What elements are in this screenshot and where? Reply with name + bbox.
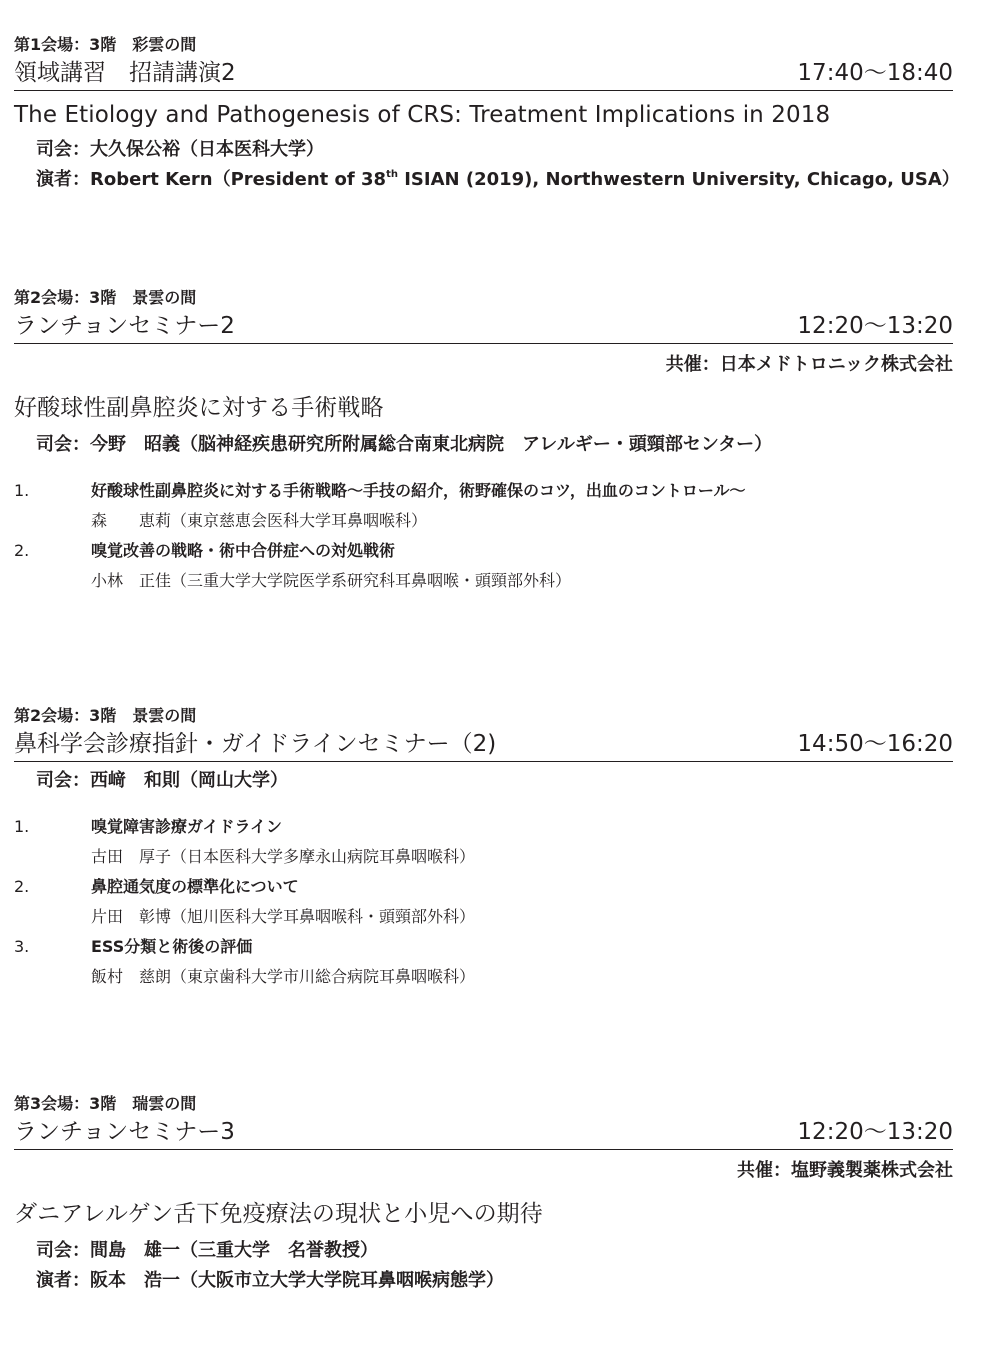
session-1 (14, 34, 960, 195)
venue-label: 第1会場：3階 彩雲の間 (14, 35, 197, 54)
item-title: 好酸球性副鼻腔炎に対する手術戦略～手技の紹介，術野確保のコツ，出血のコントロール～ (91, 481, 746, 500)
list-item (14, 872, 953, 932)
item-title: 鼻腔通気度の標準化について (91, 877, 299, 896)
ordinal-suffix: th (386, 169, 398, 180)
sponsor-line: 共催：日本メドトロニック株式会社 (665, 354, 953, 375)
list-item (14, 536, 953, 596)
item-speaker: 森 恵莉（東京慈恵会医科大学耳鼻咽喉科） (91, 511, 428, 530)
venue-label: 第2会場：3階 景雲の間 (14, 706, 197, 725)
session-time: 14:50～16:20 (797, 731, 953, 757)
list-item (14, 476, 953, 536)
list-item (14, 932, 953, 992)
speaker-line (36, 165, 960, 195)
list-item (14, 812, 953, 872)
session-header (14, 309, 953, 344)
item-number: 2. (14, 541, 30, 560)
item-speaker: 古田 厚子（日本医科大学多摩永山病院耳鼻咽喉科） (91, 847, 476, 866)
item-number: 2. (14, 877, 30, 896)
chair-line: 司会：間島 雄一（三重大学 名誉教授） (36, 1240, 378, 1261)
session-header (14, 56, 953, 91)
session-2 (14, 287, 953, 596)
session-title: ランチョンセミナー2 (14, 313, 235, 339)
item-number: 1. (14, 817, 30, 836)
item-number: 3. (14, 937, 30, 956)
session-title: 鼻科学会診療指針・ガイドラインセミナー（2) (14, 731, 497, 757)
session-time: 12:20～13:20 (797, 313, 953, 339)
speaker-prefix: 演者：Robert Kern（President of 38 (36, 169, 387, 190)
session-header (14, 1115, 953, 1150)
talk-title: ダニアレルゲン舌下免疫療法の現状と小児への期待 (14, 1201, 543, 1227)
session-title: ランチョンセミナー3 (14, 1119, 235, 1145)
venue-label: 第3会場：3階 瑞雲の間 (14, 1094, 197, 1113)
session-title: 領域講習 招請講演2 (14, 60, 236, 86)
speaker-line: 演者：阪本 浩一（大阪市立大学大学院耳鼻咽喉病態学） (36, 1270, 504, 1291)
venue-label: 第2会場：3階 景雲の間 (14, 288, 197, 307)
item-speaker: 片田 彰博（旭川医科大学耳鼻咽喉科・頭頸部外科） (91, 907, 476, 926)
chair-line: 司会：今野 昭義（脳神経疾患研究所附属総合南東北病院 アレルギー・頭頸部センター） (36, 434, 773, 455)
presentation-list (14, 812, 953, 992)
talk-title: 好酸球性副鼻腔炎に対する手術戦略 (14, 395, 384, 421)
item-number: 1. (14, 481, 30, 500)
session-time: 17:40～18:40 (797, 60, 953, 86)
chair-line: 司会：西﨑 和則（岡山大学） (36, 770, 288, 791)
item-title: 嗅覚障害診療ガイドライン (91, 817, 283, 836)
item-speaker: 小林 正佳（三重大学大学院医学系研究科耳鼻咽喉・頭頸部外科） (91, 571, 572, 590)
session-3 (14, 705, 953, 992)
talk-title: The Etiology and Pathogenesis of CRS: Treatment Implications in 2018 (14, 102, 831, 128)
chair-line: 司会：大久保公裕（日本医科大学） (36, 139, 324, 160)
speaker-suffix: ISIAN (2019), Northwestern University, Chicago, USA） (397, 169, 960, 190)
session-4 (14, 1093, 953, 1296)
presentation-list (14, 476, 953, 596)
item-speaker: 飯村 慈朗（東京歯科大学市川総合病院耳鼻咽喉科） (91, 967, 476, 986)
item-title: 嗅覚改善の戦略・術中合併症への対処戦術 (91, 541, 396, 560)
session-time: 12:20～13:20 (797, 1119, 953, 1145)
item-title: ESS分類と術後の評価 (91, 937, 253, 956)
session-header (14, 727, 953, 762)
sponsor-line: 共催：塩野義製薬株式会社 (737, 1160, 953, 1181)
